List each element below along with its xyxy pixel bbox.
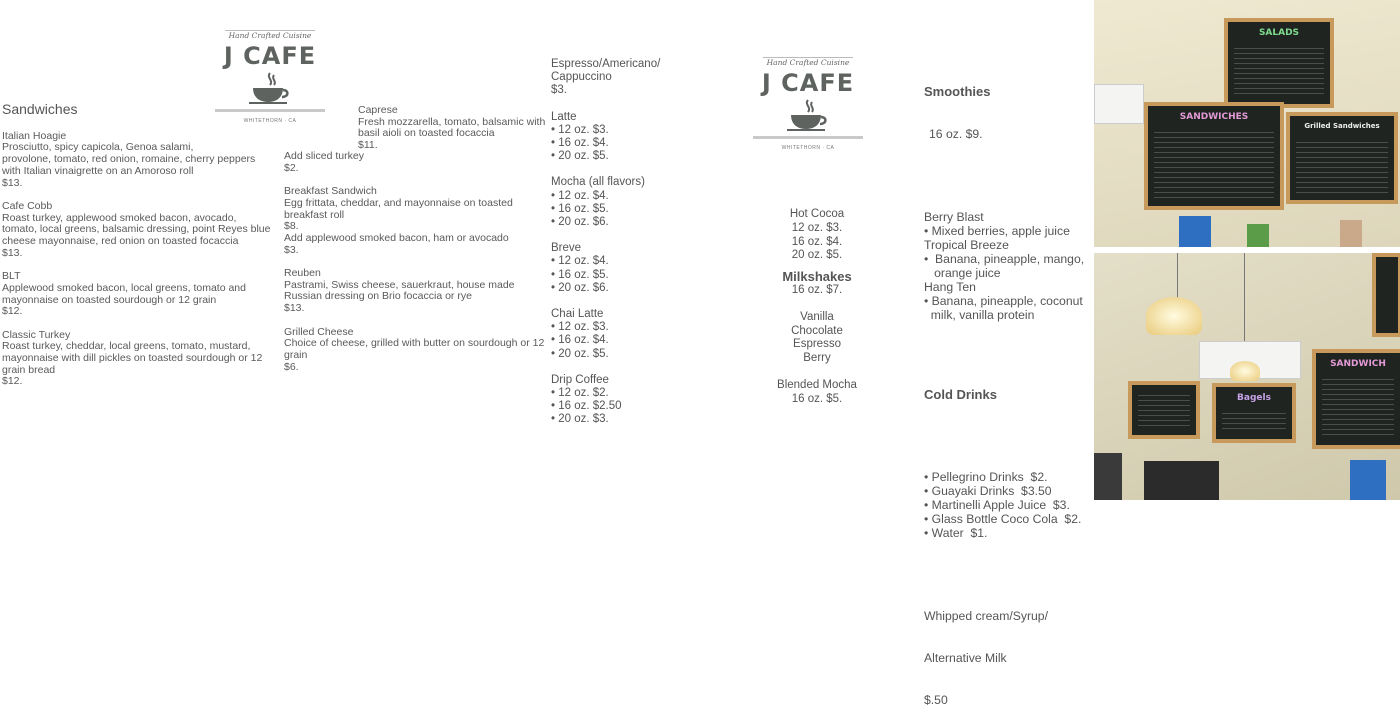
item-name: Whipped cream/Syrup/: [924, 609, 1048, 623]
item-price: 16 oz. $5.: [791, 392, 843, 405]
item-price: $2.: [284, 161, 299, 174]
item-desc: Russian dressing on Brio focaccia or rye: [284, 290, 472, 303]
item-desc: mayonnaise on toasted sourdough or 12 grain: [2, 293, 217, 306]
chalkboard: [1372, 253, 1400, 337]
logo-location: WHITETHORN · CA: [243, 118, 297, 124]
item-name: Add sliced turkey: [284, 150, 364, 162]
board-title: SANDWICHES: [1179, 112, 1249, 122]
coffee-cup-icon: [783, 98, 833, 132]
smoothies-heading: Smoothies: [924, 84, 991, 99]
item-desc: Choice of cheese, grilled with butter on sourdough or 12: [284, 337, 545, 350]
drink-item: [551, 308, 660, 361]
flavor: Chocolate: [791, 324, 843, 337]
addon: Add applewood smoked bacon, ham or avocado: [284, 231, 509, 244]
item-size: 16 oz. $4.: [791, 235, 843, 248]
item-desc: • Mixed berries, apple juice: [924, 224, 1070, 238]
sandwiches-heading: Sandwiches: [2, 101, 78, 117]
logo-location: WHITETHORN · CA: [781, 145, 835, 151]
cup-dispenser: [1144, 461, 1219, 500]
counter-equipment: [1094, 453, 1122, 500]
item-name: Classic Turkey: [2, 328, 71, 341]
item-name: Blended Mocha: [777, 378, 857, 391]
drink-item: [551, 242, 660, 295]
item-size: • 20 oz. $5.: [551, 150, 609, 163]
item-size: • 16 oz. $5.: [551, 202, 609, 215]
item-name: Drip Coffee: [551, 373, 609, 386]
item-name: Reuben: [284, 267, 321, 279]
addon-price: $3.: [284, 243, 299, 256]
board-title: Grilled Sandwiches: [1304, 122, 1380, 130]
item-size: • 12 oz. $4.: [551, 255, 609, 268]
menu-item: [2, 131, 270, 190]
chalkboard-salads: [1224, 18, 1334, 108]
item-price: $8.: [284, 220, 299, 233]
item-desc: orange juice: [924, 266, 1001, 280]
item-desc: Fresh mozzarella, tomato, balsamic with: [358, 115, 546, 128]
item-name: Chai Latte: [551, 308, 604, 321]
coffee-cup-icon: [245, 71, 295, 105]
menu-item: [284, 268, 544, 315]
cold-drink-item: • Pellegrino Drinks $2.: [924, 470, 1048, 484]
item-price: 16 oz. $7.: [791, 283, 843, 296]
chalkboard-grilled: [1286, 112, 1398, 204]
item-desc: Applewood smoked bacon, local greens, tomato and: [2, 281, 246, 294]
spacer: [551, 163, 660, 176]
item-name: Hang Ten: [924, 280, 976, 294]
item-name: BLT: [2, 270, 21, 283]
item-name: Alternative Milk: [924, 651, 1007, 665]
drink-item: [551, 176, 660, 229]
milkshakes-heading: Milkshakes: [782, 269, 852, 285]
item-desc: Roast turkey, cheddar, local greens, tomato, mustard,: [2, 340, 251, 353]
item-size: • 12 oz. $3.: [551, 123, 609, 136]
flyer: [1247, 224, 1269, 247]
menu-item: [284, 327, 544, 374]
item-desc: Roast turkey, applewood smoked bacon, avocado,: [2, 211, 237, 224]
item-price: $11.: [358, 139, 378, 152]
item-desc: Pastrami, Swiss cheese, sauerkraut, house made: [284, 278, 515, 291]
air-conditioner: [1094, 84, 1144, 124]
item-size: • 12 oz. $2.: [551, 387, 609, 400]
item-size: • 12 oz. $4.: [551, 189, 609, 202]
flavor: Berry: [803, 352, 831, 365]
item-size: • 20 oz. $3.: [551, 413, 609, 426]
item-desc: with Italian vinaigrette on an Amoroso roll: [2, 164, 194, 177]
board-title: Bagels: [1237, 393, 1271, 403]
item-name: Mocha (all flavors): [551, 176, 645, 189]
item-name: Caprese: [358, 104, 398, 116]
item-desc: tomato, local greens, balsamic dressing, point Reyes blue: [2, 223, 271, 236]
item-price: $6.: [284, 360, 299, 373]
item-name: Hot Cocoa: [789, 208, 845, 220]
cold-drink-item: • Water $1.: [924, 526, 988, 540]
flyer: [1350, 460, 1386, 500]
item-size: • 12 oz. $3.: [551, 321, 609, 334]
menu-item: [284, 151, 544, 174]
drink-item: [551, 111, 660, 164]
cold-drink-item: • Guayaki Drinks $3.50: [924, 484, 1052, 498]
caprese-item: [358, 105, 545, 152]
logo-name: J CAFE: [223, 42, 317, 70]
item-desc: grain: [284, 348, 308, 361]
smoothies-drinks-section: [924, 57, 1084, 721]
logo-tagline: Hand Crafted Cuisine: [225, 30, 316, 40]
item-price: $13.: [284, 302, 305, 315]
cocoa-milkshake-section: [752, 208, 882, 407]
pendant-lamp: [1146, 297, 1202, 335]
item-size: • 16 oz. $4.: [551, 334, 609, 347]
item-desc: grain bread: [2, 363, 56, 376]
item-name: Breve: [551, 242, 582, 255]
cafe-photo-top: [1094, 0, 1400, 247]
item-desc: cheese mayonnaise, red onion on toasted focaccia: [2, 235, 239, 248]
item-size: • 16 oz. $4.: [551, 137, 609, 150]
item-desc: provolone, tomato, red onion, romaine, cherry peppers: [2, 153, 256, 166]
item-size: • 20 oz. $5.: [551, 347, 609, 360]
spacer: [551, 361, 660, 374]
board-title: SANDWICH: [1330, 359, 1386, 369]
chalkboard-sandwiches: [1312, 349, 1400, 449]
spacer: [551, 98, 660, 111]
spacer: [551, 229, 660, 242]
item-name: Latte: [551, 110, 577, 123]
coffee-section: [551, 58, 660, 427]
flyer: [1179, 216, 1211, 247]
menu-item: [284, 186, 544, 256]
item-name: Italian Hoagie: [2, 129, 67, 142]
item-name: Cappuccino: [551, 71, 612, 84]
item-price: $.50: [924, 693, 948, 707]
item-name: Berry Blast: [924, 210, 984, 224]
item-name: Cafe Cobb: [2, 199, 53, 212]
cafe-logo: [748, 52, 868, 151]
item-size: 20 oz. $5.: [791, 249, 843, 262]
item-desc: • Banana, pineapple, mango,: [924, 252, 1085, 266]
item-size: • 16 oz. $2.50: [551, 400, 622, 413]
item-price: $13.: [2, 176, 23, 189]
item-size: 12 oz. $3.: [791, 221, 843, 234]
cold-drink-item: • Glass Bottle Coco Cola $2.: [924, 512, 1082, 526]
item-desc: breakfast roll: [284, 208, 345, 221]
logo-name: J CAFE: [761, 69, 855, 97]
menu-item: [2, 330, 270, 389]
flavor: Espresso: [793, 338, 841, 351]
sandwiches-section: [2, 101, 271, 400]
item-price: $13.: [2, 246, 23, 259]
item-desc: Egg frittata, cheddar, and mayonnaise on toasted: [284, 196, 513, 209]
item-name: Espresso/Americano/: [551, 58, 661, 70]
item-price: 16 oz. $9.: [929, 127, 983, 141]
menu-item: [2, 271, 270, 318]
cold-drink-item: • Martinelli Apple Juice $3.: [924, 498, 1070, 512]
logo-tagline: Hand Crafted Cuisine: [763, 57, 854, 67]
chalkboard: [1128, 381, 1200, 439]
item-desc: • Banana, pineapple, coconut: [924, 294, 1083, 308]
chalkboard-sandwiches: [1144, 102, 1284, 210]
item-size: • 20 oz. $6.: [551, 281, 609, 294]
item-desc: basil aioli on toasted focaccia: [358, 127, 495, 140]
spacer: [551, 295, 660, 308]
item-price: $12.: [2, 305, 23, 318]
item-price: $12.: [2, 375, 23, 388]
cold-drinks-heading: Cold Drinks: [924, 387, 997, 402]
item-name: Grilled Cheese: [284, 325, 354, 338]
drink-item: [551, 374, 660, 427]
pendant-lamp: [1230, 361, 1260, 381]
item-size: • 16 oz. $5.: [551, 268, 609, 281]
item-price: $3.: [551, 84, 567, 97]
flavor: Vanilla: [800, 310, 834, 323]
item-desc: Prosciutto, spicy capicola, Genoa salami,: [2, 141, 194, 154]
item-size: • 20 oz. $6.: [551, 216, 609, 229]
item-name: Tropical Breeze: [924, 238, 1009, 252]
menu-item: [2, 201, 270, 260]
board-title: SALADS: [1258, 28, 1300, 38]
item-desc: milk, vanilla protein: [924, 308, 1035, 322]
cafe-photo-bottom: [1094, 253, 1400, 500]
item-name: Breakfast Sandwich: [284, 185, 377, 198]
item-desc: mayonnaise with dill pickles on toasted sourdough or 12: [2, 352, 263, 365]
flyer: [1340, 220, 1362, 247]
chalkboard-bagels: [1212, 383, 1296, 443]
sandwiches-column-2: [284, 151, 544, 385]
